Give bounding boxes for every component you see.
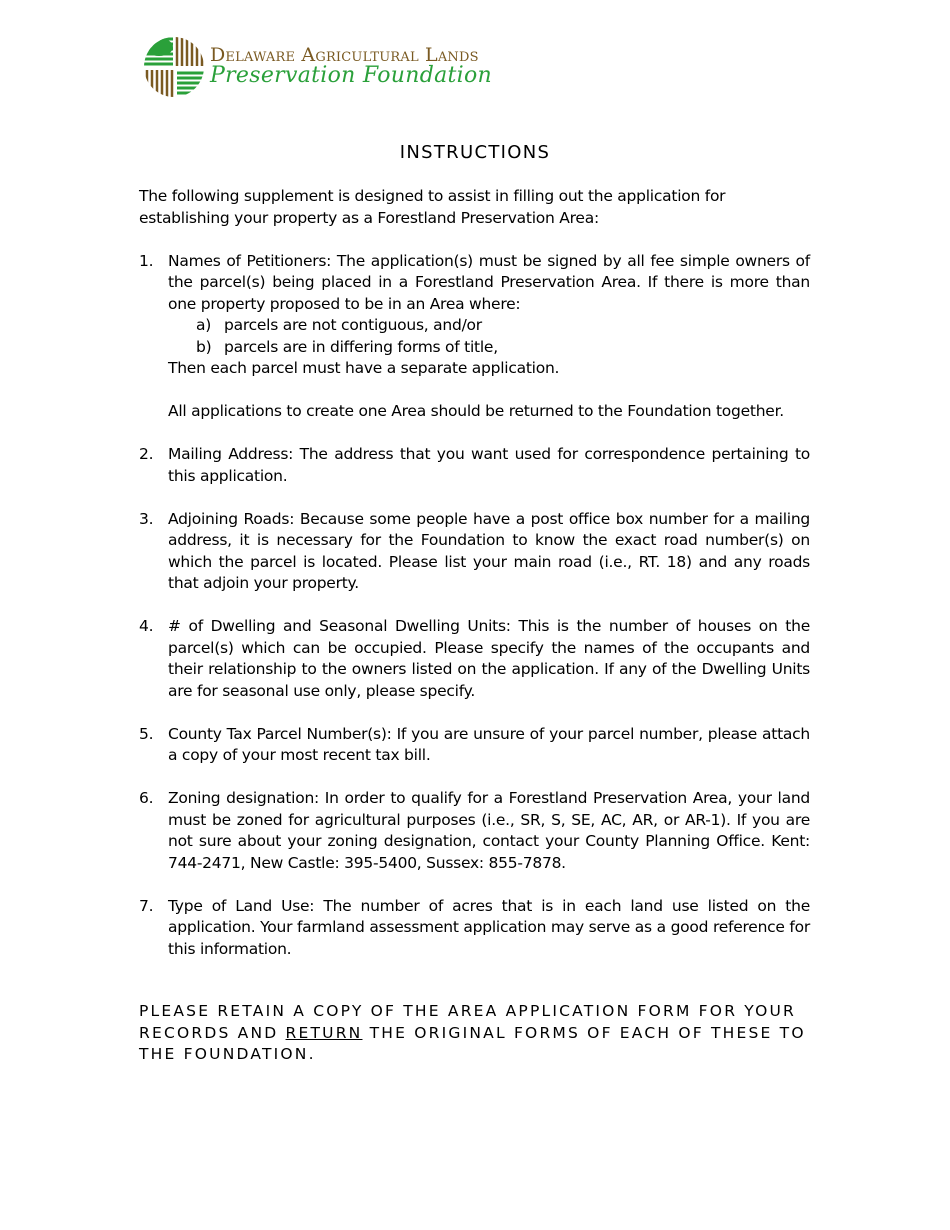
item-text: Mailing Address: The address that you want used for correspondence pertaining to this application.: [168, 445, 810, 485]
item-after-text: Then each parcel must have a separate application.: [168, 359, 560, 377]
item-number: 4.: [139, 617, 154, 635]
item-text: County Tax Parcel Number(s): If you are unsure of your parcel number, please attach a copy of your most recent tax bill.: [168, 724, 810, 764]
instruction-item-3: [139, 509, 810, 595]
item-text: # of Dwelling and Seasonal Dwelling Units: This is the number of houses on the parcel(s) which can be occupied. Please specify the names of the occupants and their relationship to the owners listed on the application. If any of the Dwelling Units are for seasonal use only, please specify.: [168, 617, 810, 700]
sub-item-label: a): [196, 316, 212, 334]
page-title: INSTRUCTIONS: [399, 142, 551, 163]
item-number: 7.: [139, 896, 154, 915]
instruction-item-4: [139, 616, 810, 702]
closing-underlined-word: RETURN: [285, 1023, 363, 1042]
sub-item-b: [168, 337, 810, 359]
instruction-item-1: [139, 251, 810, 423]
org-name-line1: Delaware Agricultural Lands: [210, 44, 479, 66]
item-number: 2.: [139, 445, 154, 463]
instruction-item-7: [139, 896, 810, 961]
item-number: 6.: [139, 789, 154, 807]
closing-text-part1: PLEASE RETAIN A COPY OF THE AREA APPLICATION FORM FOR YOUR RECORDS AND: [139, 1002, 797, 1042]
item-text: Type of Land Use: The number of acres that is in each land use listed on the application. Your farmland assessment application may serve as a good reference for this information.: [168, 896, 810, 958]
sub-item-label: b): [196, 337, 212, 356]
item-number: 3.: [139, 509, 154, 528]
instruction-item-5: [139, 724, 810, 767]
instruction-item-6: [139, 788, 810, 874]
item-text: Names of Petitioners: The application(s) must be signed by all fee simple owners of the parcel(s) being placed in a Forestland Preservation Area. If there is more than one property proposed to be in an Area where:: [168, 251, 810, 313]
closing-text-part2: THE ORIGINAL FORMS OF EACH OF THESE TO THE FOUNDATION.: [139, 1023, 806, 1063]
organization-logo: [143, 33, 503, 99]
org-name-line2: Preservation Foundation: [210, 63, 493, 88]
sub-item-a: [168, 315, 810, 337]
instruction-item-2: [139, 444, 810, 487]
intro-paragraph: The following supplement is designed to assist in filling out the application for establishing your property as a Forestland Preservation Area:: [139, 187, 726, 227]
sub-item-text: parcels are in differing forms of title,: [224, 337, 498, 356]
item-extra-text: All applications to create one Area should be returned to the Foundation together.: [168, 402, 784, 420]
item-text: Zoning designation: In order to qualify for a Forestland Preservation Area, your land must be zoned for agricultural purposes (i.e., SR, S, SE, AC, AR, or AR-1). If you are not sure about your zoning designation, contact your County Planning Office. Kent: 744-2471, New Castle: 395-5400, Sussex: 855-7878.: [168, 789, 810, 872]
item-number: 1.: [139, 251, 154, 270]
closing-notice: [139, 1001, 819, 1066]
field-seal-icon: [143, 33, 207, 99]
instructions-body: [139, 186, 810, 982]
sub-item-text: parcels are not contiguous, and/or: [224, 316, 482, 334]
item-number: 5.: [139, 724, 154, 743]
item-text: Adjoining Roads: Because some people have a post office box number for a mailing address, it is necessary for the Foundation to know the exact road number(s) on which the parcel is located. Please list your main road (i.e., RT. 18) and any roads that adjoin your property.: [168, 509, 810, 592]
